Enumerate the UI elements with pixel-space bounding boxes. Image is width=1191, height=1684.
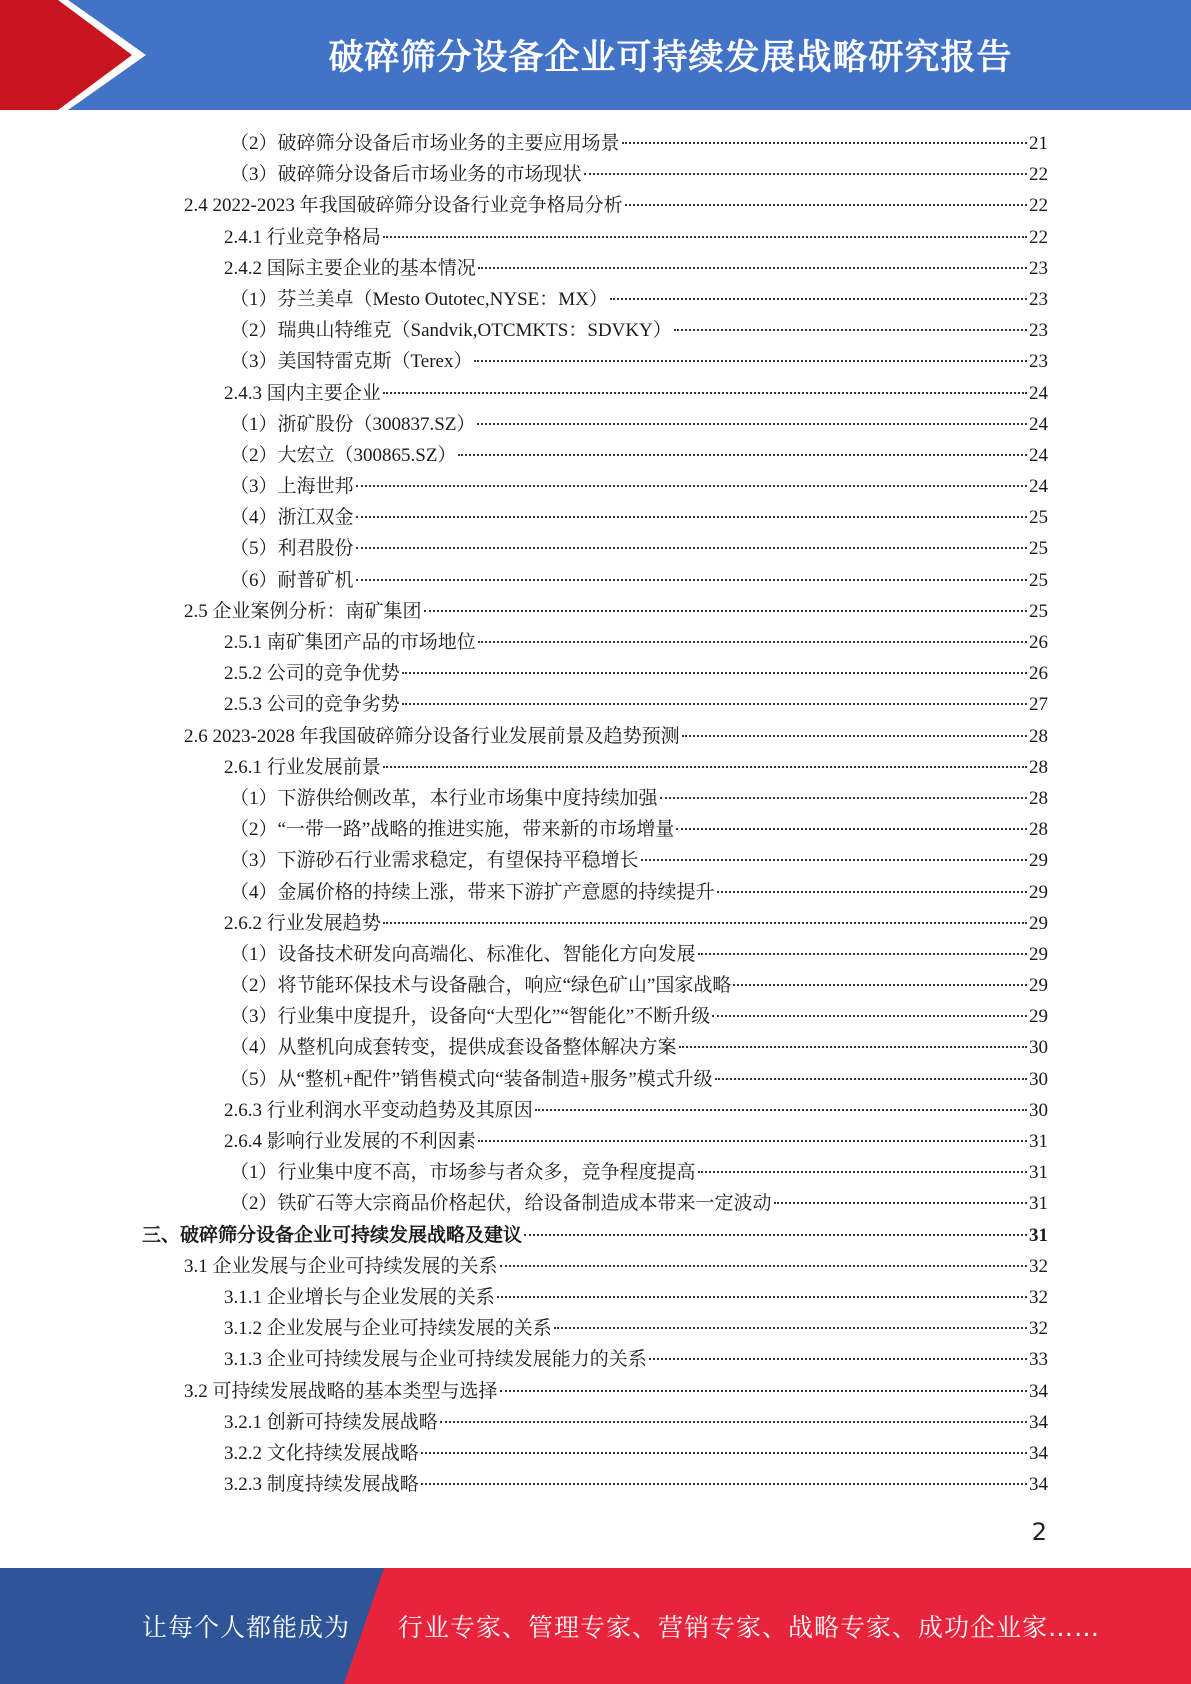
toc-entry-page: 34 (1029, 1380, 1048, 1402)
toc-entry-page: 21 (1029, 133, 1048, 154)
toc-dot-leader (733, 965, 1027, 986)
toc-entry-title: 3.1.3 企业可持续发展与企业可持续发展能力的关系 (224, 1349, 647, 1371)
toc-entry-page: 32 (1029, 1286, 1048, 1308)
toc-entry-title: 2.4.3 国内主要企业 (224, 382, 381, 404)
toc-entry-title: 2.6 2023-2028 年我国破碎筛分设备行业发展前景及趋势预测 (184, 725, 680, 747)
toc-dot-leader (712, 996, 1027, 1017)
toc-entry-page: 30 (1029, 1068, 1048, 1090)
footer-banner (0, 1568, 1191, 1684)
toc-entry-title: （2）“一带一路”战略的推进实施，带来新的市场增量 (230, 819, 675, 841)
toc-dot-leader (676, 809, 1027, 830)
toc-entry-title: （4）从整机向成套转变，提供成套设备整体解决方案 (230, 1037, 677, 1059)
toc-entry-title: （3）行业集中度提升，设备向“大型化”“智能化”不断升级 (230, 1006, 711, 1028)
toc-entry-page: 23 (1029, 351, 1048, 373)
toc-dot-leader (717, 872, 1027, 893)
toc-entry-page: 29 (1029, 912, 1048, 934)
toc-entry-page: 24 (1029, 413, 1048, 435)
toc-entry-title: （4）金属价格的持续上涨，带来下游扩产意愿的持续提升 (230, 881, 715, 903)
toc-dot-leader (679, 1027, 1027, 1048)
toc-entry-title: （5）利君股份 (230, 538, 354, 560)
toc-dot-leader (458, 435, 1027, 456)
toc-dot-leader (356, 560, 1027, 581)
toc-entry-page: 29 (1029, 850, 1048, 872)
toc-dot-leader (478, 248, 1027, 269)
toc-entry-title: （1）芬兰美卓（Mesto Outotec,NYSE：MX） (230, 288, 608, 310)
toc-dot-leader (356, 497, 1027, 518)
toc-entry-title: （6）耐普矿机 (230, 569, 354, 591)
toc-entry-page: 23 (1029, 288, 1048, 310)
toc-dot-leader (500, 1246, 1027, 1267)
toc-entry-page: 29 (1029, 1006, 1048, 1028)
toc-dot-leader (698, 934, 1027, 955)
toc-dot-leader (402, 684, 1027, 705)
toc-dot-leader (500, 1371, 1027, 1392)
toc-entry-title: （1）设备技术研发向高端化、标准化、智能化方向发展 (230, 943, 696, 965)
toc-entry-page: 28 (1029, 787, 1048, 809)
toc-entry-page: 28 (1029, 819, 1048, 841)
page-number: 2 (1031, 1518, 1047, 1546)
toc-dot-leader (715, 1059, 1027, 1080)
toc-entry-page: 29 (1029, 881, 1048, 903)
toc-dot-leader (383, 217, 1027, 238)
toc-entry-page: 24 (1029, 444, 1048, 466)
toc-dot-leader (610, 279, 1027, 300)
toc-dot-leader (774, 1183, 1027, 1204)
header-banner (0, 0, 1191, 110)
toc-entry-title: 2.4.2 国际主要企业的基本情况 (224, 257, 476, 279)
toc-entry-page: 31 (1029, 1224, 1048, 1246)
toc-dot-leader (554, 1308, 1027, 1329)
toc-dot-leader (440, 1402, 1027, 1423)
toc-entry-title: 2.6.3 行业利润水平变动趋势及其原因 (224, 1099, 533, 1121)
toc-entry-page: 31 (1029, 1162, 1048, 1184)
toc-entry-page: 34 (1029, 1474, 1048, 1496)
toc-entry-page: 28 (1029, 725, 1048, 747)
toc-dot-leader (535, 1090, 1027, 1111)
toc-entry-page: 26 (1029, 663, 1048, 685)
toc-entry-title: （1）行业集中度不高，市场参与者众多，竞争程度提高 (230, 1162, 696, 1184)
toc-entry-page: 25 (1029, 569, 1048, 591)
toc-dot-leader (383, 747, 1027, 768)
toc-dot-leader (625, 185, 1027, 206)
table-of-contents (0, 128, 1191, 1500)
toc-dot-leader (383, 373, 1027, 394)
toc-dot-leader (682, 716, 1027, 737)
toc-entry-page: 30 (1029, 1037, 1048, 1059)
toc-entry-page: 27 (1029, 694, 1048, 716)
toc-dot-leader (421, 1433, 1027, 1454)
toc-entry-title: 2.5 企业案例分析：南矿集团 (184, 600, 422, 622)
toc-entry-page: 24 (1029, 476, 1048, 498)
toc-dot-leader (641, 840, 1027, 861)
toc-dot-leader (622, 123, 1027, 144)
toc-entry-page: 34 (1029, 1411, 1048, 1433)
toc-dot-leader (524, 1215, 1027, 1236)
toc-entry-title: （2）瑞典山特维克（Sandvik,OTCMKTS：SDVKY） (230, 320, 672, 342)
footer-slogan-left: 让每个人都能成为 (142, 1613, 351, 1642)
toc-entry-page: 23 (1029, 320, 1048, 342)
toc-entry-title: （3）上海世邦 (230, 476, 354, 498)
toc-entry-title: 3.2.2 文化持续发展战略 (224, 1442, 419, 1464)
toc-entry-page: 32 (1029, 1255, 1048, 1277)
toc-entry-page: 22 (1029, 226, 1048, 248)
toc-entry-page: 32 (1029, 1318, 1048, 1340)
toc-dot-leader (474, 341, 1027, 362)
toc-dot-leader (356, 528, 1027, 549)
toc-dot-leader (584, 154, 1027, 175)
toc-dot-leader (478, 622, 1027, 643)
toc-entry-page: 28 (1029, 756, 1048, 778)
toc-entry-page: 22 (1029, 164, 1048, 186)
toc-dot-leader (478, 1121, 1027, 1142)
toc-entry-title: 3.2 可持续发展战略的基本类型与选择 (184, 1380, 498, 1402)
toc-dot-leader (421, 1464, 1027, 1485)
toc-entry-title: 2.5.1 南矿集团产品的市场地位 (224, 632, 476, 653)
footer-slogan-right: 行业专家、管理专家、营销专家、战略专家、成功企业家…… (398, 1613, 1101, 1642)
toc-dot-leader (674, 310, 1027, 331)
toc-entry-page: 25 (1029, 507, 1048, 529)
report-title: 破碎筛分设备企业可持续发展战略研究报告 (328, 38, 1013, 78)
toc-dot-leader (356, 466, 1027, 487)
toc-dot-leader (497, 1277, 1027, 1298)
toc-entry-title: （3）下游砂石行业需求稳定，有望保持平稳增长 (230, 850, 639, 872)
toc-entry-title: （2）破碎筛分设备后市场业务的主要应用场景 (230, 133, 620, 154)
toc-dot-leader (649, 1339, 1027, 1360)
toc-entry-title: （2）将节能环保技术与设备融合，响应“绿色矿山”国家战略 (230, 975, 732, 997)
toc-entry-title: 2.6.4 影响行业发展的不利因素 (224, 1131, 476, 1152)
toc-entry-title: 3.2.3 制度持续发展战略 (224, 1474, 419, 1496)
toc-entry-page: 29 (1029, 943, 1048, 965)
toc-entry-page: 29 (1029, 975, 1048, 997)
toc-entry-title: （4）浙江双金 (230, 507, 354, 529)
toc-entry-title: 3.1.1 企业增长与企业发展的关系 (224, 1286, 495, 1308)
toc-entry-title: （2）铁矿石等大宗商品价格起伏，给设备制造成本带来一定波动 (230, 1193, 772, 1215)
toc-entry-page: 22 (1029, 195, 1048, 217)
toc-entry-title: 2.5.2 公司的竞争优势 (224, 663, 400, 685)
toc-entry-title: （5）从“整机+配件”销售模式向“装备制造+服务”模式升级 (230, 1068, 713, 1090)
toc-entry-page: 31 (1029, 1193, 1048, 1215)
toc-entry-page: 30 (1029, 1099, 1048, 1121)
toc-entry-title: （1）浙矿股份（300837.SZ） (230, 413, 476, 435)
toc-entry-title: 2.5.3 公司的竞争劣势 (224, 694, 400, 716)
toc-entry-title: 2.6.2 行业发展趋势 (224, 912, 381, 934)
toc-entry-title: （2）大宏立（300865.SZ） (230, 444, 457, 466)
toc-entry-title: 2.4 2022-2023 年我国破碎筛分设备行业竞争格局分析 (184, 195, 623, 217)
toc-entry-title: 2.6.1 行业发展前景 (224, 756, 381, 778)
toc-entry-page: 26 (1029, 632, 1048, 653)
toc-entry-title: 2.4.1 行业竞争格局 (224, 226, 381, 248)
toc-entry-title: 3.1 企业发展与企业可持续发展的关系 (184, 1255, 498, 1277)
toc-entry-page: 23 (1029, 257, 1048, 279)
toc-entry-page: 33 (1029, 1349, 1048, 1371)
toc-entry-page: 31 (1029, 1131, 1048, 1152)
toc-entry-title: （1）下游供给侧改革，本行业市场集中度持续加强 (230, 787, 658, 809)
toc-dot-leader (402, 653, 1027, 674)
toc-entry-title: 三、破碎筛分设备企业可持续发展战略及建议 (142, 1224, 523, 1246)
toc-entry-page: 25 (1029, 600, 1048, 622)
toc-entry-page: 24 (1029, 382, 1048, 404)
red-chevron-decoration (0, 0, 160, 110)
toc-entry[interactable] (0, 1469, 1191, 1500)
toc-dot-leader (424, 591, 1027, 612)
toc-dot-leader (477, 404, 1027, 425)
toc-entry-title: （3）美国特雷克斯（Terex） (230, 351, 473, 373)
toc-dot-leader (383, 903, 1027, 924)
toc-dot-leader (698, 1152, 1027, 1173)
toc-entry-page: 25 (1029, 538, 1048, 560)
toc-entry-page: 34 (1029, 1442, 1048, 1464)
toc-entry-title: 3.2.1 创新可持续发展战略 (224, 1411, 438, 1433)
toc-entry-title: （3）破碎筛分设备后市场业务的市场现状 (230, 164, 582, 186)
toc-dot-leader (660, 778, 1027, 799)
toc-entry-title: 3.1.2 企业发展与企业可持续发展的关系 (224, 1318, 552, 1340)
